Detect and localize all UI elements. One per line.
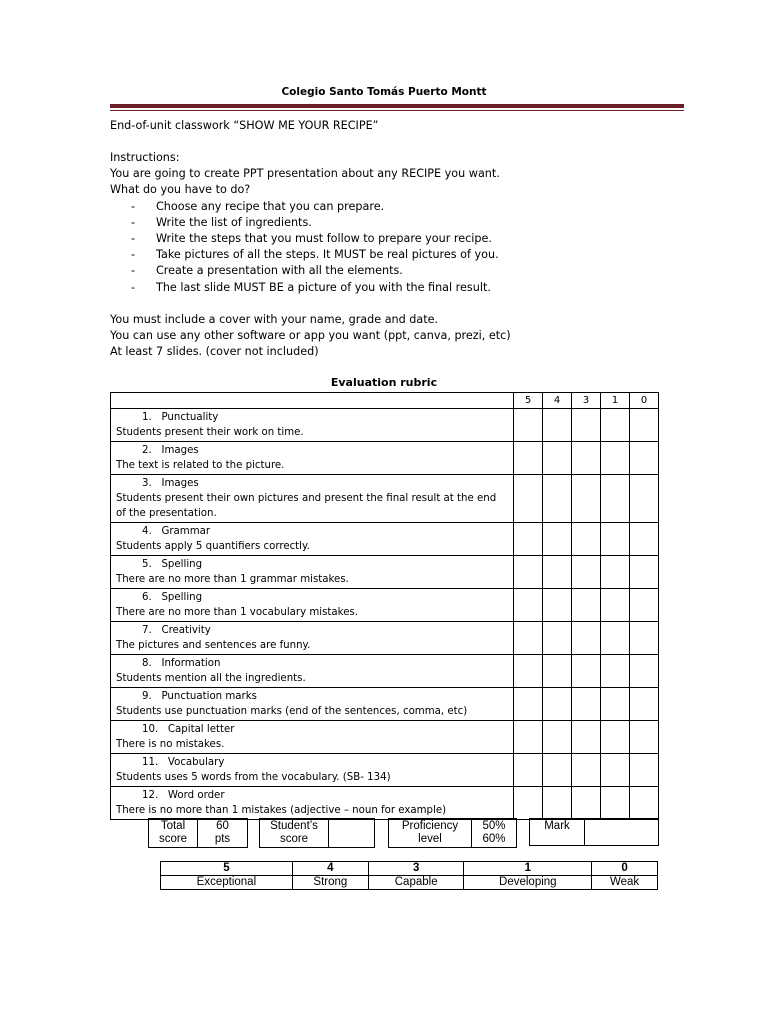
criterion-cell	[111, 475, 514, 523]
proficiency-level-label: Proficiency level	[389, 819, 472, 848]
score-cell[interactable]	[514, 409, 543, 442]
criterion-number: 6.	[142, 592, 152, 603]
criterion-description: The text is related to the picture.	[116, 460, 285, 471]
criterion-cell	[111, 655, 514, 688]
criterion-number: 3.	[142, 478, 152, 489]
criterion-cell	[111, 409, 514, 442]
performance-levels-table	[160, 861, 658, 890]
score-cell[interactable]	[543, 754, 572, 787]
score-cell[interactable]	[601, 721, 630, 754]
table-row	[111, 523, 659, 556]
criterion-title	[116, 412, 218, 423]
score-cell[interactable]	[601, 688, 630, 721]
score-cell[interactable]	[514, 523, 543, 556]
table-row	[111, 442, 659, 475]
mark-label: Mark	[530, 819, 585, 846]
level-number: 1	[464, 862, 592, 876]
score-cell[interactable]	[630, 754, 659, 787]
criterion-title	[116, 790, 225, 801]
score-cell[interactable]	[543, 475, 572, 523]
criterion-title	[116, 625, 211, 636]
score-cell[interactable]	[543, 409, 572, 442]
criterion-cell	[111, 589, 514, 622]
level-number: 0	[592, 862, 658, 876]
rubric-title: Evaluation rubric	[330, 376, 438, 389]
level-name: Capable	[368, 876, 464, 890]
list-item: - Take pictures of all the steps. It MUST be real pictures of you.	[131, 248, 499, 262]
rubric-header-row	[111, 393, 659, 409]
score-cell[interactable]	[630, 589, 659, 622]
instructions-heading: Instructions:	[110, 151, 180, 164]
list-item: - Write the list of ingredients.	[131, 215, 312, 229]
criterion-cell	[111, 556, 514, 589]
criterion-number: 5.	[142, 559, 152, 570]
criterion-name: Creativity	[161, 625, 211, 636]
proficiency-level-box	[388, 818, 517, 848]
levels-number-row	[161, 862, 658, 876]
criterion-title	[116, 478, 199, 489]
criterion-cell	[111, 523, 514, 556]
level-number: 3	[368, 862, 464, 876]
criterion-description: Students uses 5 words from the vocabulary. (SB- 134)	[116, 772, 391, 783]
mark-field[interactable]	[585, 819, 659, 846]
criterion-name: Spelling	[161, 559, 203, 570]
header-rule-thick	[110, 104, 684, 108]
criterion-name: Spelling	[161, 592, 203, 603]
criterion-title	[116, 658, 220, 669]
score-cell[interactable]	[630, 622, 659, 655]
mark-box	[529, 818, 659, 846]
proficiency-level-value: 50% 60%	[472, 819, 517, 848]
table-row	[111, 589, 659, 622]
total-score-value: 60 pts	[198, 819, 248, 848]
requirement-line: You must include a cover with your name, grade and date.	[110, 313, 439, 326]
criterion-name: Vocabulary	[167, 757, 225, 768]
criterion-description: Students present their own pictures and present the final result at the end of the presentation.	[116, 493, 497, 519]
criterion-title	[116, 691, 257, 702]
table-row	[111, 475, 659, 523]
score-cell[interactable]	[601, 655, 630, 688]
instructions-line-2: What do you have to do?	[110, 183, 251, 197]
score-cell[interactable]	[514, 622, 543, 655]
criterion-description: There are no more than 1 grammar mistakes.	[116, 574, 349, 585]
criterion-number: 1.	[142, 412, 152, 423]
score-cell[interactable]	[630, 688, 659, 721]
criterion-title	[116, 724, 234, 735]
table-row	[111, 721, 659, 754]
score-header: 4	[543, 393, 572, 409]
criterion-title	[116, 592, 202, 603]
criterion-number: 2.	[142, 445, 152, 456]
score-cell[interactable]	[630, 655, 659, 688]
criterion-number: 8.	[142, 658, 152, 669]
score-cell[interactable]	[630, 409, 659, 442]
score-cell[interactable]	[630, 523, 659, 556]
steps-list	[110, 199, 500, 296]
criterion-description: Students use punctuation marks (end of the sentences, comma, etc)	[116, 706, 468, 717]
score-cell[interactable]	[572, 721, 601, 754]
score-cell[interactable]	[514, 721, 543, 754]
criterion-number: 11.	[142, 757, 159, 768]
score-cell[interactable]	[514, 655, 543, 688]
table-row	[111, 787, 659, 820]
score-cell[interactable]	[630, 475, 659, 523]
score-cell[interactable]	[601, 589, 630, 622]
score-cell[interactable]	[601, 442, 630, 475]
criterion-title	[116, 445, 199, 456]
level-number: 4	[292, 862, 368, 876]
list-item: - The last slide MUST BE a picture of you with the final result.	[131, 280, 491, 294]
criterion-cell	[111, 622, 514, 655]
score-cell[interactable]	[543, 523, 572, 556]
score-cell[interactable]	[572, 655, 601, 688]
criterion-description: Students mention all the ingredients.	[116, 673, 306, 684]
score-header: 0	[630, 393, 659, 409]
table-row	[111, 622, 659, 655]
total-score-box	[148, 818, 248, 848]
list-item: - Write the steps that you must follow to prepare your recipe.	[131, 232, 492, 246]
score-cell[interactable]	[601, 556, 630, 589]
score-header: 5	[514, 393, 543, 409]
evaluation-rubric-table	[110, 392, 659, 820]
requirements-block	[110, 312, 511, 361]
score-cell[interactable]	[543, 622, 572, 655]
criterion-name: Images	[161, 445, 199, 456]
level-name: Exceptional	[161, 876, 293, 890]
score-cell[interactable]	[572, 787, 601, 820]
score-cell[interactable]	[514, 754, 543, 787]
score-cell[interactable]	[601, 409, 630, 442]
criterion-cell	[111, 688, 514, 721]
score-cell[interactable]	[543, 655, 572, 688]
instructions-line-1: You are going to create PPT presentation about any RECIPE you want.	[110, 167, 500, 181]
criterion-cell	[111, 754, 514, 787]
score-cell[interactable]	[514, 787, 543, 820]
criterion-name: Information	[161, 658, 221, 669]
criterion-number: 10.	[142, 724, 159, 735]
student-score-field[interactable]	[329, 819, 375, 848]
level-name: Weak	[592, 876, 658, 890]
level-name: Strong	[292, 876, 368, 890]
instructions-block	[110, 150, 500, 296]
student-score-box	[259, 818, 375, 848]
score-cell[interactable]	[601, 523, 630, 556]
score-cell[interactable]	[572, 589, 601, 622]
score-cell[interactable]	[572, 442, 601, 475]
score-cell[interactable]	[572, 409, 601, 442]
levels-name-row	[161, 876, 658, 890]
score-cell[interactable]	[601, 475, 630, 523]
score-cell[interactable]	[514, 442, 543, 475]
level-number: 5	[161, 862, 293, 876]
criterion-title	[116, 757, 224, 768]
score-cell[interactable]	[514, 475, 543, 523]
table-row	[111, 655, 659, 688]
criterion-cell	[111, 442, 514, 475]
criterion-title	[116, 526, 210, 537]
criterion-description: There is no mistakes.	[116, 739, 225, 750]
criterion-name: Images	[161, 478, 199, 489]
requirement-line: At least 7 slides. (cover not included)	[110, 345, 319, 359]
criterion-description: Students apply 5 quantifiers correctly.	[116, 541, 310, 552]
score-cell[interactable]	[543, 688, 572, 721]
criterion-number: 4.	[142, 526, 152, 537]
rubric-header-blank	[111, 393, 514, 409]
criterion-name: Grammar	[161, 526, 211, 537]
list-item: - Choose any recipe that you can prepare.	[131, 199, 385, 213]
classwork-title: End-of-unit classwork “SHOW ME YOUR RECIPE”	[110, 119, 379, 132]
score-cell[interactable]	[572, 754, 601, 787]
criterion-number: 9.	[142, 691, 152, 702]
score-cell[interactable]	[630, 787, 659, 820]
criterion-number: 7.	[142, 625, 152, 636]
criterion-name: Word order	[167, 790, 225, 801]
score-cell[interactable]	[601, 787, 630, 820]
criterion-number: 12.	[142, 790, 159, 801]
criterion-cell	[111, 787, 514, 820]
score-cell[interactable]	[572, 688, 601, 721]
criterion-description: Students present their work on time.	[116, 427, 304, 438]
criterion-description: There is no more than 1 mistakes (adjective – noun for example)	[116, 805, 447, 816]
student-score-label: Student’s score	[260, 819, 329, 848]
criterion-description: The pictures and sentences are funny.	[116, 640, 311, 651]
criterion-cell	[111, 721, 514, 754]
score-cell[interactable]	[601, 754, 630, 787]
list-item: - Create a presentation with all the elements.	[131, 264, 403, 278]
score-cell[interactable]	[514, 688, 543, 721]
score-cell[interactable]	[630, 721, 659, 754]
table-row	[111, 754, 659, 787]
score-cell[interactable]	[543, 589, 572, 622]
table-row	[111, 556, 659, 589]
score-cell[interactable]	[543, 787, 572, 820]
total-score-label: Total score	[149, 819, 198, 848]
requirement-line: You can use any other software or app you want (ppt, canva, prezi, etc)	[110, 329, 511, 343]
score-cell[interactable]	[514, 556, 543, 589]
table-row	[111, 688, 659, 721]
score-cell[interactable]	[630, 556, 659, 589]
criterion-description: There are no more than 1 vocabulary mistakes.	[116, 607, 359, 618]
score-cell[interactable]	[630, 442, 659, 475]
score-header: 1	[601, 393, 630, 409]
table-row	[111, 409, 659, 442]
score-cell[interactable]	[572, 523, 601, 556]
score-cell[interactable]	[572, 622, 601, 655]
school-name: Colegio Santo Tomás Puerto Montt	[281, 86, 487, 98]
score-cell[interactable]	[601, 622, 630, 655]
criterion-name: Punctuality	[161, 412, 219, 423]
criterion-name: Capital letter	[167, 724, 235, 735]
score-cell[interactable]	[543, 721, 572, 754]
level-name: Developing	[464, 876, 592, 890]
score-cell[interactable]	[543, 556, 572, 589]
score-header: 3	[572, 393, 601, 409]
score-cell[interactable]	[514, 589, 543, 622]
score-cell[interactable]	[543, 442, 572, 475]
score-cell[interactable]	[572, 475, 601, 523]
criterion-title	[116, 559, 202, 570]
header-rule-thin	[110, 110, 684, 111]
score-cell[interactable]	[572, 556, 601, 589]
criterion-name: Punctuation marks	[161, 691, 257, 702]
